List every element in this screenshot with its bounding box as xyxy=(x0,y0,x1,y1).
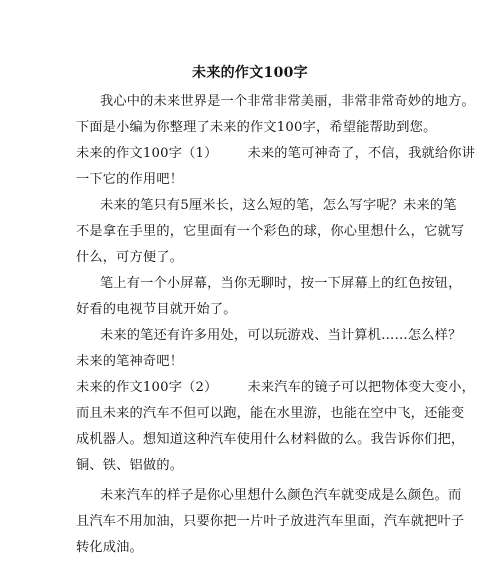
paragraph-line: 且汽车不用加油，只要你把一片叶子放进汽车里面，汽车就把叶子 xyxy=(76,514,465,529)
paragraph-line: 什么，可方便了。 xyxy=(76,250,184,265)
paragraph-line: 未来的笔只有5厘米长，这么短的笔，怎么写字呢？未来的笔 xyxy=(100,198,457,213)
essay-heading-line xyxy=(76,376,475,400)
paragraph-line: 未来汽车的样子是你心里想什么颜色汽车就变成是么颜色。而 xyxy=(100,488,462,503)
essay-heading: 未来的作文100字（2） xyxy=(76,380,218,395)
paragraph-line: 而且未来的汽车不但可以跑，能在水里游，也能在空中飞，还能变 xyxy=(76,406,465,421)
paragraph-line: 未来的笔神奇吧！ xyxy=(76,354,184,369)
paragraph-line: 铜、铁、铝做的。 xyxy=(76,458,184,473)
paragraph-line: 转化成油。 xyxy=(76,540,143,555)
paragraph-line: 好看的电视节目就开始了。 xyxy=(76,302,237,317)
paragraph-line: 成机器人。想知道这种汽车使用什么材料做的么。我告诉你们把， xyxy=(76,432,465,447)
paragraph-line: 我心中的未来世界是一个非常非常美丽，非常非常奇妙的地方。 xyxy=(100,94,475,109)
paragraph-line: 下面是小编为你整理了未来的作文100字，希望能帮助到您。 xyxy=(76,120,437,135)
paragraph-line: 不是拿在手里的，它里面有一个彩色的球，你心里想什么，它就写 xyxy=(76,224,465,239)
paragraph-line: 笔上有一个小屏幕，当你无聊时，按一下屏幕上的红色按钮， xyxy=(100,276,462,291)
document-title: 未来的作文100字 xyxy=(192,65,308,81)
paragraph-text: 未来汽车的镜子可以把物体变大变小， xyxy=(247,380,476,395)
paragraph-line: 未来的笔还有许多用处，可以玩游戏、当计算机……怎么样？ xyxy=(100,328,462,343)
essay-heading-line xyxy=(76,142,475,166)
paragraph-line: 一下它的作用吧！ xyxy=(76,172,184,187)
essay-heading: 未来的作文100字（1） xyxy=(76,146,218,161)
paragraph-text: 未来的笔可神奇了，不信，我就给你讲 xyxy=(247,146,476,161)
